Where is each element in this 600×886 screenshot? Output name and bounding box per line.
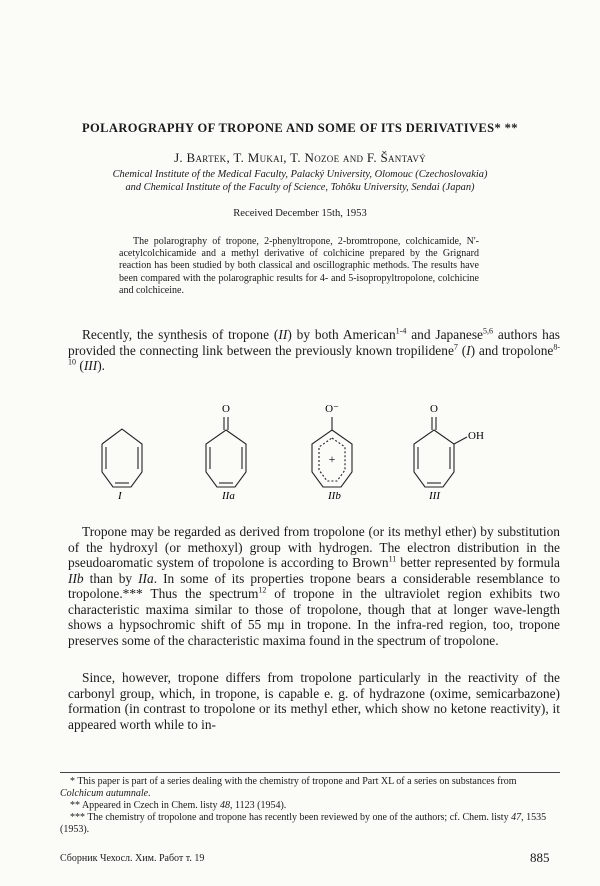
- footnote-2: ** Appeared in Czech in Chem. listy 48, 1123 (1954).: [70, 800, 287, 811]
- footnote-3: *** The chemistry of tropolone and tropone has recently been reviewed by one of the authors; cf. Chem. listy 47, 1535 (1953).: [60, 812, 547, 835]
- footnotes: [60, 772, 560, 836]
- chemical-structures: [0, 395, 600, 505]
- paper-title: POLAROGRAPHY OF TROPONE AND SOME OF ITS DERIVATIVES* **: [82, 121, 518, 135]
- oxygen-label: O: [222, 403, 230, 415]
- oxide-label: O⁻: [325, 403, 339, 415]
- abstract: The polarography of tropone, 2-phenyltropone, 2-bromtropone, colchicamide, N'-acetylcolchicamide and a methyl derivative of colchicine prepared by the Grignard reaction has been studied by both classical and oscillographic methods. The results have been compared with the polarographic results for 4- and 5-isopropyltropolone, colchicine and colchiceine.: [119, 236, 479, 296]
- authors: J. Bartek, T. Mukai, T. Nozoe and F. Šantavý: [174, 150, 426, 165]
- journal-footer: Сборник Чехосл. Хим. Работ т. 19: [60, 853, 205, 864]
- paragraph-2: Tropone may be regarded as derived from tropolone (or its methyl ether) by substitution of the hydroxyl (or methoxyl) group with hydrogen. The electron distribution in the pseudoaromatic system of tropolone is according to Brown$^{11}$ better represented by formula IIb than by IIa. In some of its properties tropone bears a considerable resemblance to tropolone.*** Thus the spectrum$^{12}$ of tropone in the ultraviolet region exhibits two characteristic maxima similar to those of tropolone, though that at longer wave-length shows a hypsochromic shift of 55 mμ in tropone. In the infra-red region, too, tropone preserves some of the characteristic maxima found in the spectrum of tropolone.: [68, 524, 560, 648]
- affiliation-line-1: Chemical Institute of the Medical Faculty, Palacký University, Olomouc (Czechoslovakia): [112, 169, 488, 180]
- paragraph-3: Since, however, tropone differs from tropolone particularly in the reactivity of the carbonyl group, which, in tropone, is capable e. g. of hydrazone (oxime, semicarbazone) formation (in contrast to tropolone or its methyl ether, which show no ketone reactivity), it appeared worth while to in-: [68, 670, 560, 732]
- paragraph-intro: Recently, the synthesis of tropone (II) by both American$^{1-4}$ and Japanese$^{5,6}$ authors has provided the connecting link between the previously known tropilidene$^7$ (I) and tropolone$^{8-10}$ (III).: [68, 326, 561, 373]
- plus-label: +: [328, 452, 336, 466]
- label-IIa: IIa: [222, 490, 235, 502]
- label-I: I: [118, 490, 122, 502]
- label-III: III: [429, 490, 440, 502]
- label-IIb: IIb: [328, 490, 341, 502]
- structure-tropone-iia: [206, 417, 246, 487]
- structure-tropolone: [414, 417, 467, 487]
- received-date: Received December 15th, 1953: [233, 208, 367, 219]
- footnote-1: * This paper is part of a series dealing with the chemistry of tropone and Part XL of a series on substances from Colchicum autumnale.: [60, 776, 517, 799]
- structure-tropilidene: [102, 429, 142, 487]
- oxygen-label: O: [430, 403, 438, 415]
- hydroxyl-label: OH: [468, 430, 484, 442]
- affiliation-line-2: and Chemical Institute of the Faculty of Science, Tohôku University, Sendai (Japan): [125, 182, 475, 193]
- affiliation: [40, 168, 560, 194]
- page-number: 885: [530, 850, 550, 865]
